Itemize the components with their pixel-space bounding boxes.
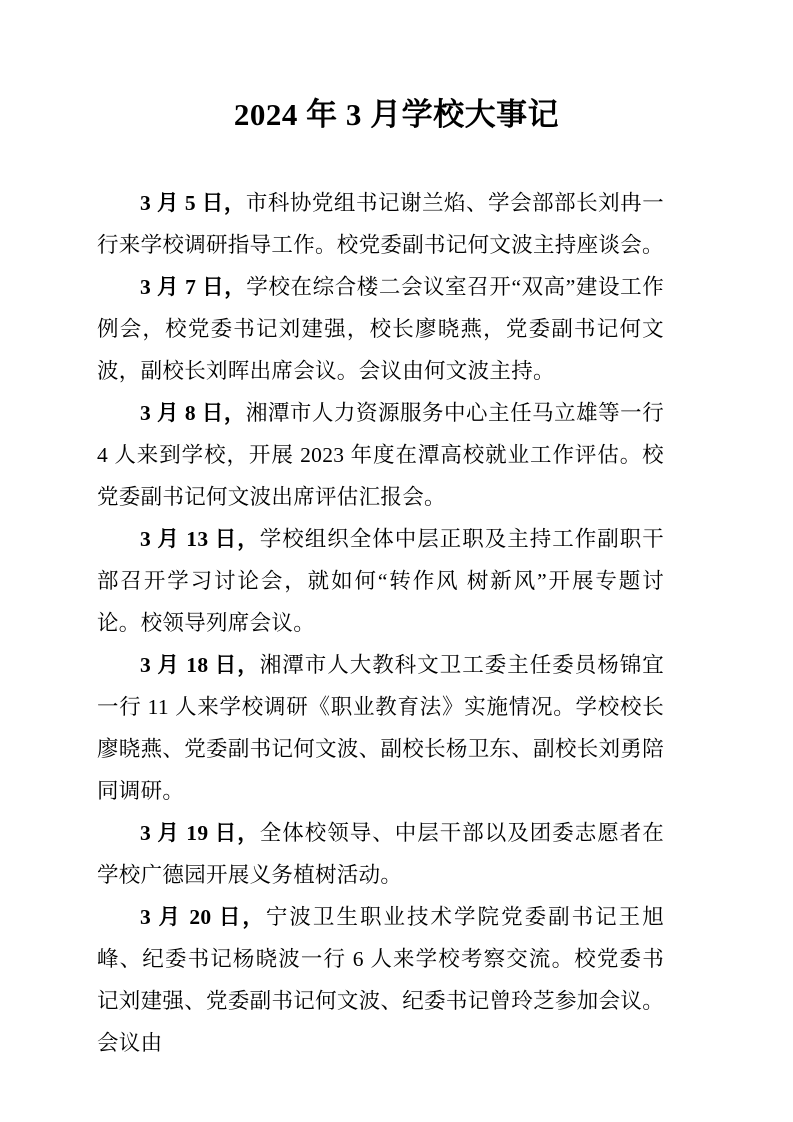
event-paragraph	[97, 518, 664, 644]
event-date: 3 月 5 日，	[140, 191, 246, 215]
event-paragraph	[97, 182, 664, 266]
event-paragraph	[97, 644, 664, 812]
event-text: 市科协党组书记谢兰焰、学会部部长刘冉一行来学校调研指导工作。校党委副书记何文波主持座谈会。	[97, 191, 664, 257]
event-date: 3 月 13 日，	[140, 527, 260, 551]
event-text: 全体校领导、中层干部以及团委志愿者在学校广德园开展义务植树活动。	[97, 821, 665, 887]
event-text: 湘潭市人力资源服务中心主任马立雄等一行 4 人来到学校，开展 2023 年度在潭高校就业工作评估。校党委副书记何文波出席评估汇报会。	[97, 401, 664, 509]
event-text: 学校在综合楼二会议室召开“双高”建设工作例会，校党委书记刘建强，校长廖晓燕，党委副书记何文波，副校长刘晖出席会议。会议由何文波主持。	[97, 275, 664, 383]
document-body	[97, 182, 664, 1064]
event-date: 3 月 8 日，	[140, 401, 246, 425]
document-title: 2024 年 3 月学校大事记	[233, 97, 560, 132]
event-paragraph	[97, 896, 664, 1064]
event-text: 湘潭市人大教科文卫工委主任委员杨锦宜一行 11 人来学校调研《职业教育法》实施情况。学校校长廖晓燕、党委副书记何文波、副校长杨卫东、副校长刘勇陪同调研。	[97, 653, 665, 803]
event-text: 宁波卫生职业技术学院党委副书记王旭峰、纪委书记杨晓波一行 6 人来学校考察交流。校党委书记刘建强、党委副书记何文波、纪委书记曾玲芝参加会议。会议由	[97, 905, 664, 1055]
event-paragraph	[97, 266, 664, 392]
event-date: 3 月 20 日，	[140, 905, 266, 929]
event-date: 3 月 18 日，	[140, 653, 260, 677]
event-paragraph	[97, 392, 664, 518]
event-text: 学校组织全体中层正职及主持工作副职干部召开学习讨论会，就如何“转作风 树新风”开展专题讨论。校领导列席会议。	[97, 527, 665, 635]
event-paragraph	[97, 812, 664, 896]
event-date: 3 月 19 日，	[140, 821, 260, 845]
event-date: 3 月 7 日，	[140, 275, 247, 299]
